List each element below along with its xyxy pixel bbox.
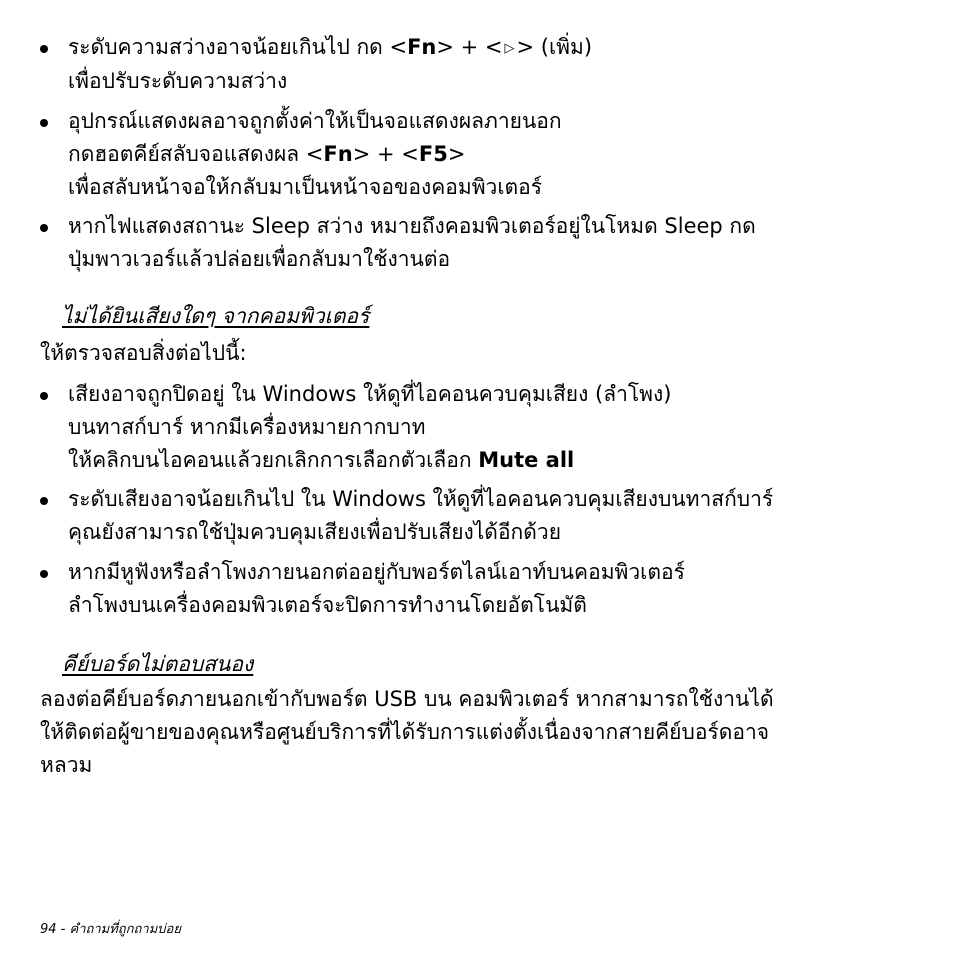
keyboard-paragraph [40,683,930,782]
bullet-icon [40,119,48,127]
text-line: บนทาสก์บาร์ หากมีเครื่องหมายกากบาท [68,415,426,439]
text-line [68,138,920,171]
f5-key-label: F5 [418,142,448,166]
list-item-text [68,378,920,477]
text-line: คุณยังสามารถใช้ปุ่มควบคุมเสียงเพื่อปรับเสียงได้อีกด้วย [68,520,562,544]
text-line: ปุ่มพาวเวอร์แล้วปล่อยเพื่อกลับมาใช้งานต่อ [68,247,451,271]
text-line: ให้ติดต่อผู้ขายของคุณหรือศูนย์บริการที่ได้รับการแต่งตั้งเนื่องจากสายคีย์บอร์ดอาจ [40,720,770,744]
text-line: ระดับเสียงอาจน้อยเกินไป ใน Windows ให้ดูที่ไอคอนควบคุมเสียงบนทาสก์บาร์ [68,487,774,511]
list-item-muted [40,378,920,477]
text-line: ลองต่อคีย์บอร์ดภายนอกเข้ากับพอร์ต USB บน คอมพิวเตอร์ หากสามารถใช้งานได้ [40,687,774,711]
section-heading-no-sound: ไม่ได้ยินเสียงใดๆ จากคอมพิวเตอร์ [62,304,370,328]
text-line: เพื่อสลับหน้าจอให้กลับมาเป็นหน้าจอของคอมพิวเตอร์ [68,175,543,199]
text-segment: ระดับความสว่างอาจน้อยเกินไป กด < [68,35,408,59]
bullet-icon [40,224,48,232]
text-line: หากมีหูฟังหรือลำโพงภายนอกต่ออยู่กับพอร์ตไลน์เอาท์บนคอมพิวเตอร์ [68,560,685,584]
list-item-brightness [40,31,920,98]
fn-key-label: Fn [407,35,437,59]
text-line [68,31,920,65]
text-segment: > [447,142,466,166]
right-arrow-key-icon: ▷ [504,41,515,56]
text-line: เพื่อปรับระดับความสว่าง [68,69,288,93]
text-segment: > + < [352,142,419,166]
bullet-icon [40,570,48,578]
bullet-icon [40,45,48,53]
list-item-external-display [40,105,920,204]
bullet-icon [40,497,48,505]
text-line: อุปกรณ์แสดงผลอาจถูกตั้งค่าให้เป็นจอแสดงผลภายนอก [68,109,562,133]
fn-key-label: Fn [323,142,353,166]
list-item-text [68,483,920,549]
text-line [68,444,920,477]
list-item-volume-low [40,483,920,549]
text-segment: > + < [436,35,503,59]
list-item-text [68,210,920,276]
text-segment: ให้คลิกบนไอคอนแล้วยกเลิกการเลือกตัวเลือก [68,448,479,472]
bullet-icon [40,392,48,400]
list-item-headphones [40,556,920,622]
list-item-text [68,556,920,622]
list-item-sleep [40,210,920,276]
list-item-text [68,105,920,204]
text-line: เสียงอาจถูกปิดอยู่ ใน Windows ให้ดูที่ไอคอนควบคุมเสียง (ลำโพง) [68,382,672,406]
text-line: ลำโพงบนเครื่องคอมพิวเตอร์จะปิดการทำงานโดยอัตโนมัติ [68,593,587,617]
text-segment: > (เพิ่ม) [516,35,593,59]
text-line: หลวม [40,753,93,777]
page-footer: 94 - คำถามที่ถูกถามบ่อย [40,922,181,937]
section-heading-keyboard: คีย์บอร์ดไม่ตอบสนอง [62,652,254,676]
text-segment: กดฮอตคีย์สลับจอแสดงผล < [68,142,324,166]
mute-all-label: Mute all [478,448,575,472]
intro-text: ให้ตรวจสอบสิ่งต่อไปนี้: [40,341,247,365]
list-item-text [68,31,920,98]
text-line: หากไฟแสดงสถานะ Sleep สว่าง หมายถึงคอมพิวเตอร์อยู่ในโหมด Sleep กด [68,214,756,238]
